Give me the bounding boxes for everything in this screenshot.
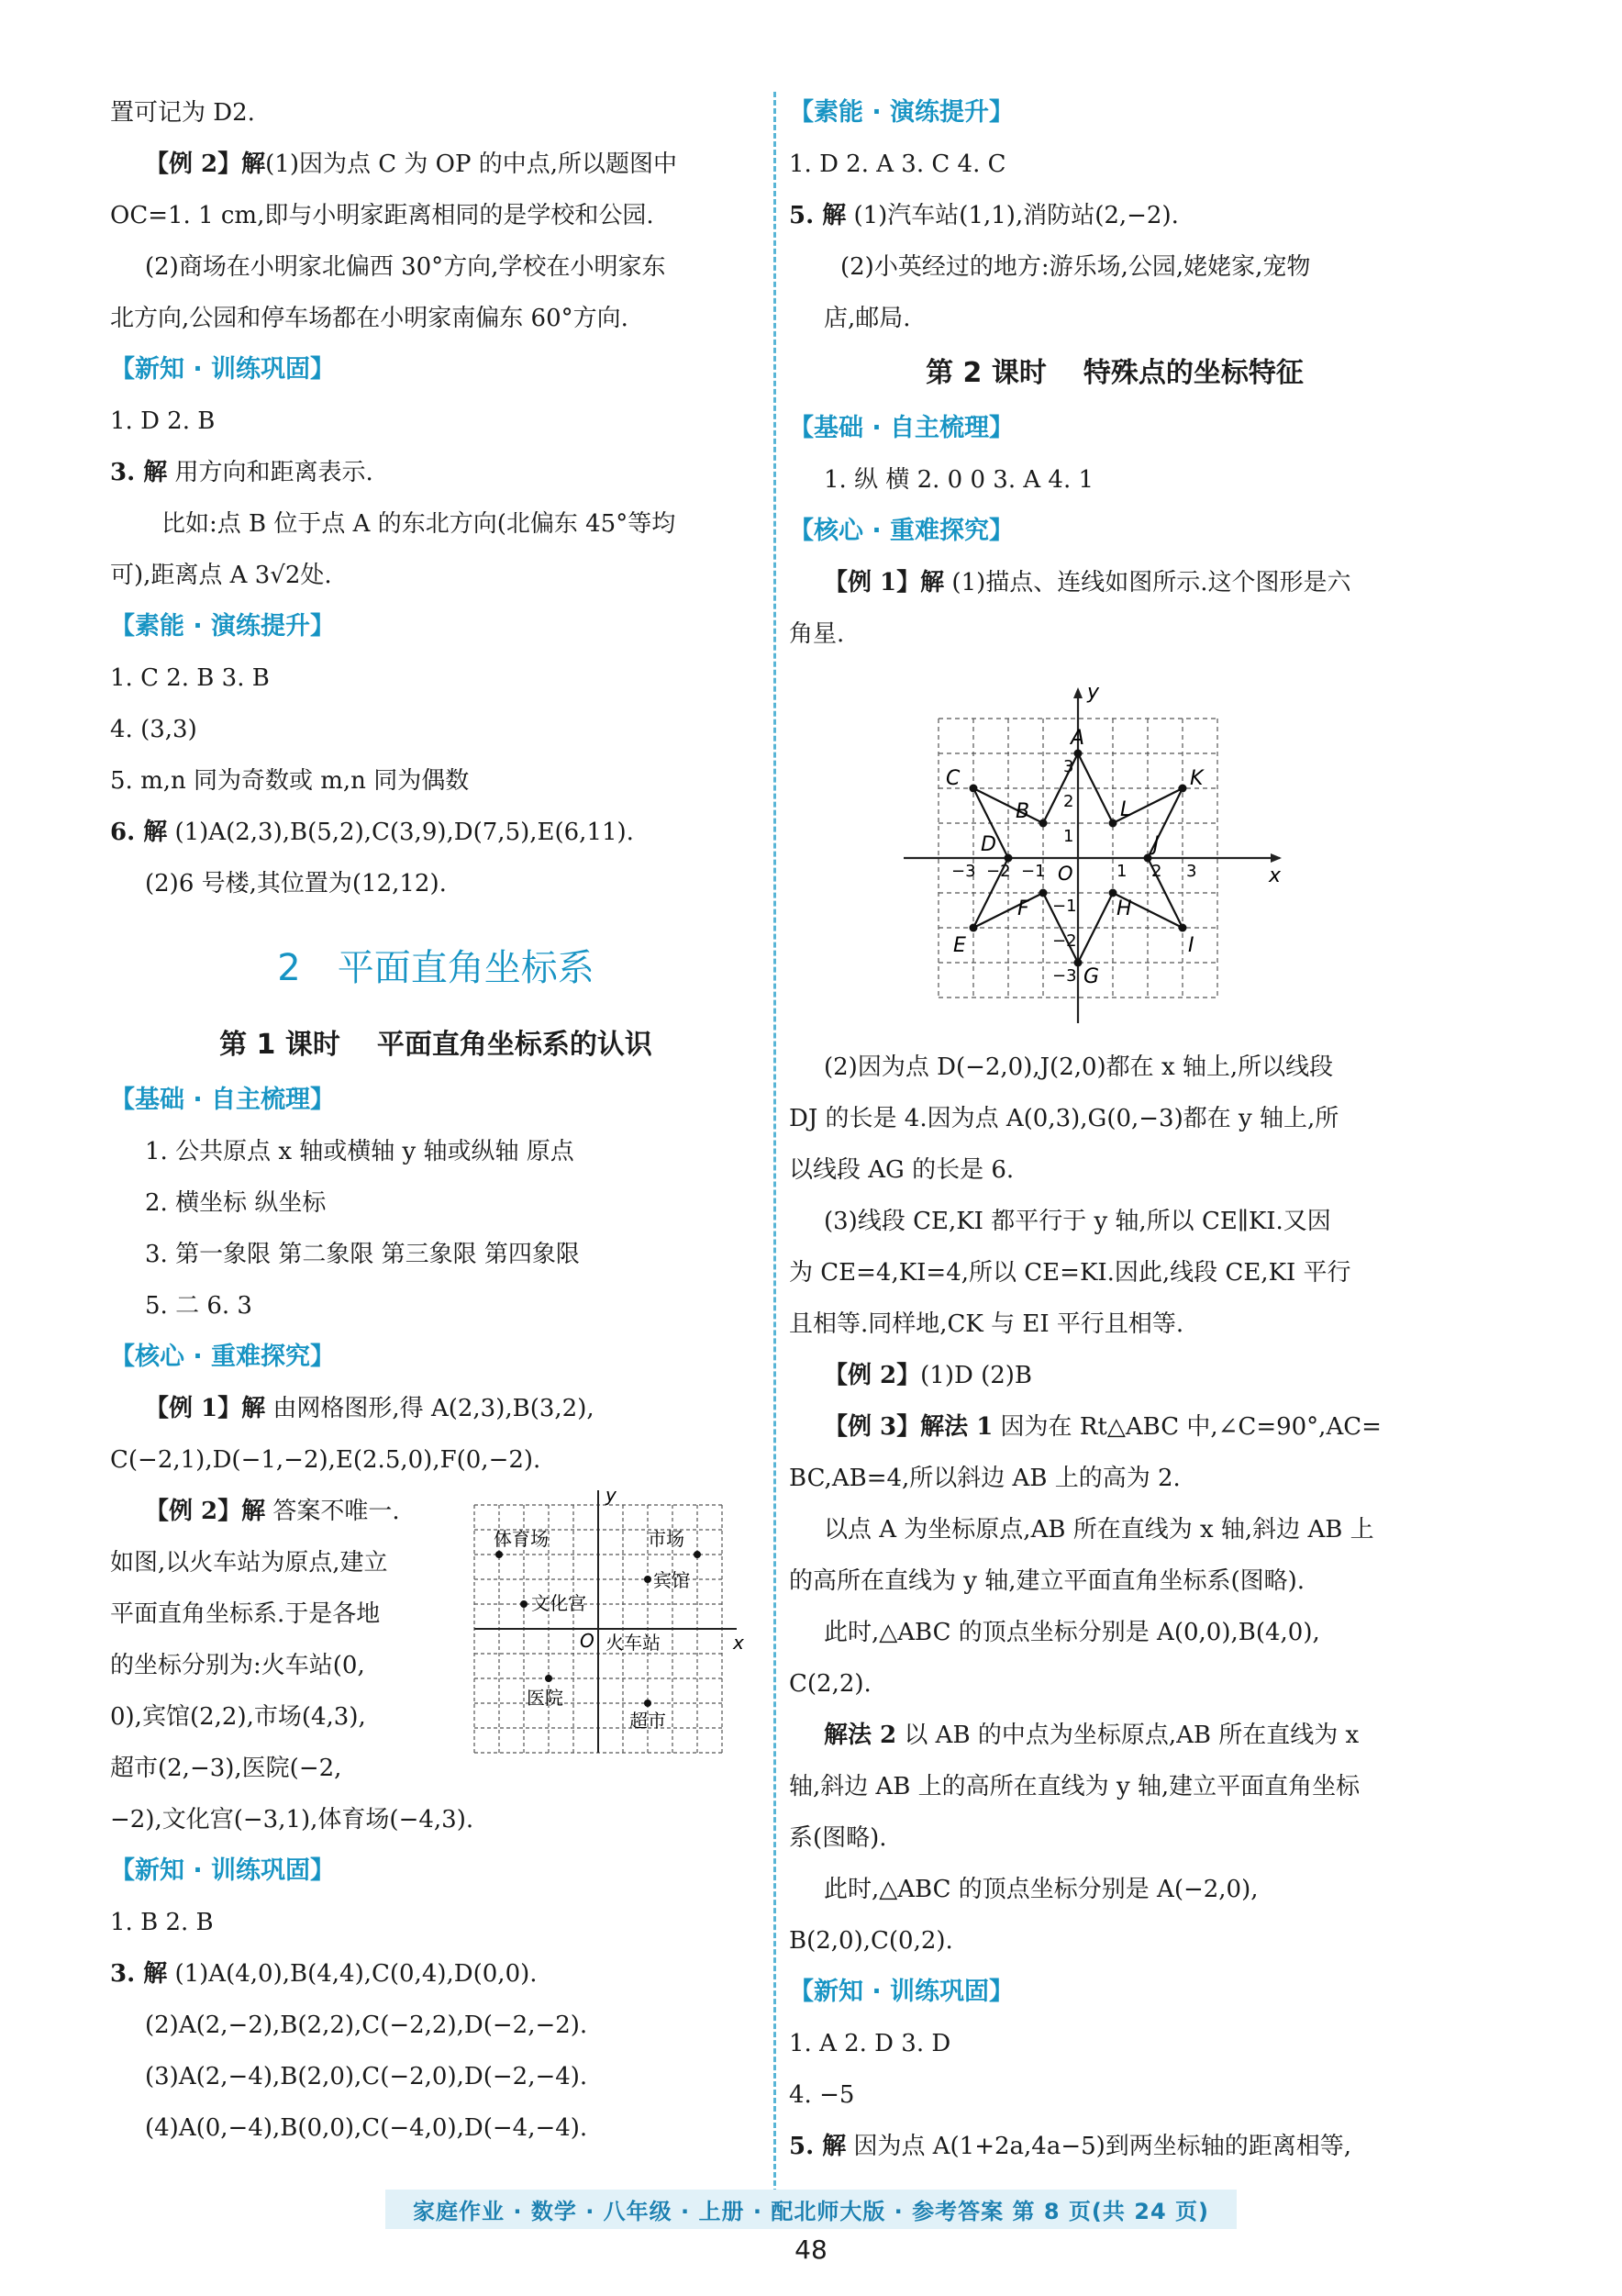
answer-line: 1. D 2. B	[110, 407, 216, 435]
text-line: 的高所在直线为 y 轴,建立平面直角坐标系(图略).	[789, 1567, 1305, 1595]
example-label: 【例 1】解	[824, 569, 945, 596]
text-line: (3)线段 CE,KI 都平行于 y 轴,所以 CE∥KI.又因	[824, 1208, 1331, 1235]
example-3	[789, 1401, 1440, 1453]
x-tick-label: −3	[951, 862, 976, 881]
text-line: 且相等.同样地,CK 与 EI 平行且相等.	[789, 1310, 1184, 1338]
point-label-I: I	[1188, 934, 1194, 957]
hexagram-coordinate-figure	[899, 667, 1303, 1034]
answer-label: 5. 解	[789, 202, 847, 229]
section-heading: 【素能 · 演练提升】	[789, 98, 1015, 127]
example-label: 【例 2】	[824, 1362, 921, 1389]
text-line: 如图,以火车站为原点,建立	[110, 1549, 388, 1577]
point-label-F: F	[1017, 897, 1029, 920]
y-tick-label: 3	[1063, 757, 1074, 776]
text-line: (2)商场在小明家北偏西 30°方向,学校在小明家东	[145, 253, 666, 281]
text-line: 北方向,公园和停车场都在小明家南偏东 60°方向.	[110, 305, 628, 332]
text: 用方向和距离表示.	[167, 459, 373, 486]
point-D	[1005, 854, 1013, 863]
text-line: (2)因为点 D(−2,0),J(2,0)都在 x 轴上,所以线段	[824, 1053, 1334, 1081]
point-label-A: A	[1071, 727, 1085, 750]
answer-label: 5. 解	[789, 2133, 847, 2160]
point-L	[1109, 819, 1117, 828]
text: (1)A(2,3),B(5,2),C(3,9),D(7,5),E(6,11).	[167, 819, 634, 846]
answer-line: 1. B 2. B	[110, 1909, 214, 1936]
answer-line: 5. m,n 同为奇数或 m,n 同为偶数	[110, 767, 470, 795]
point-E	[970, 924, 978, 932]
column-divider	[773, 92, 776, 2202]
point-label-K: K	[1190, 767, 1204, 790]
lesson-name: 特殊点的坐标特征	[1083, 357, 1304, 389]
method-2	[789, 1710, 1440, 1761]
text-line: 为 CE=4,KI=4,所以 CE=KI.因此,线段 CE,KI 平行	[789, 1259, 1351, 1287]
text-line: 此时,△ABC 的顶点坐标分别是 A(−2,0),	[824, 1876, 1259, 1903]
point-label-H: H	[1117, 897, 1132, 920]
answer-line: 3. 第一象限 第二象限 第三象限 第四象限	[145, 1241, 580, 1268]
point-B	[1039, 819, 1048, 828]
text: 因为在 Rt△ABC 中,∠C=90°,AC=	[993, 1413, 1382, 1441]
footer-bar: 家庭作业 · 数学 · 八年级 · 上册 · 配北师大版 · 参考答案 第 8 页(共 24 页)	[385, 2190, 1237, 2229]
example-label: 【例 2】解	[145, 150, 266, 178]
answer-line	[110, 807, 761, 858]
origin-label: O	[1058, 863, 1073, 885]
chapter-name: 平面直角坐标系	[337, 947, 594, 989]
example-2-text	[110, 1486, 440, 1794]
text-line: (3)A(2,−4),B(2,0),C(−2,0),D(−2,−4).	[145, 2063, 588, 2090]
text-line: 置可记为 D2.	[110, 99, 255, 127]
text-line: (2)A(2,−2),B(2,2),C(−2,2),D(−2,−2).	[145, 2012, 588, 2039]
answer-line	[789, 190, 1440, 241]
right-column	[789, 87, 1440, 2172]
text-line: 以点 A 为坐标原点,AB 所在直线为 x 轴,斜边 AB 上	[824, 1516, 1374, 1544]
x-axis-arrow	[1271, 853, 1282, 863]
text-line: (4)A(0,−4),B(0,0),C(−4,0),D(−4,−4).	[145, 2114, 588, 2142]
point-hospital	[545, 1675, 552, 1682]
point-K	[1179, 785, 1187, 793]
point-label-G: G	[1083, 965, 1100, 988]
example-label: 【例 1】解	[145, 1395, 266, 1422]
text-line: B(2,0),C(0,2).	[789, 1927, 953, 1955]
answer-label: 3. 解	[110, 1960, 168, 1988]
method-label: 解法 2	[824, 1722, 897, 1749]
x-tick-label: 1	[1117, 862, 1128, 881]
text-line: BC,AB=4,所以斜边 AB 上的高为 2.	[789, 1465, 1181, 1492]
example-2	[789, 1350, 1440, 1401]
point-label-B: B	[1016, 800, 1030, 823]
section-heading: 【新知 · 训练巩固】	[110, 355, 336, 384]
y-tick-label: 2	[1063, 792, 1074, 811]
x-tick-label: 2	[1151, 862, 1162, 881]
answer-line: 1. A 2. D 3. D	[789, 2030, 951, 2057]
text-line: 平面直角坐标系.于是各地	[110, 1600, 381, 1628]
point-G	[1074, 959, 1083, 967]
y-axis-arrow	[1073, 687, 1083, 698]
point-F	[1039, 889, 1048, 897]
culture-label: 文化宫	[531, 1592, 586, 1614]
point-label-J: J	[1153, 833, 1160, 856]
coordinate-map-figure	[459, 1480, 752, 1755]
page-number: 48	[794, 2235, 828, 2265]
section-heading: 【素能 · 演练提升】	[110, 612, 336, 641]
text-line: C(2,2).	[789, 1670, 872, 1698]
example-1	[789, 557, 1440, 608]
text-line: 比如:点 B 位于点 A 的东北方向(北偏东 45°等均	[161, 510, 676, 538]
text: 答案不唯一.	[265, 1498, 400, 1525]
section-heading: 【新知 · 训练巩固】	[110, 1856, 336, 1885]
text-line: DJ 的长是 4.因为点 A(0,3),G(0,−3)都在 y 轴上,所	[789, 1105, 1339, 1132]
text-line: 系(图略).	[789, 1824, 887, 1852]
answer-label: 3. 解	[110, 459, 168, 486]
answer-line: 5. 二 6. 3	[145, 1292, 252, 1320]
origin-label: O	[580, 1630, 594, 1652]
x-axis-label: x	[1269, 864, 1282, 887]
answer-line	[110, 1948, 761, 2000]
chapter-number: 2	[277, 947, 301, 989]
x-tick-label: −2	[986, 862, 1011, 881]
text: 由网格图形,得 A(2,3),B(3,2),	[265, 1395, 594, 1422]
answer-line: 1. 公共原点 x 轴或横轴 y 轴或纵轴 原点	[145, 1138, 574, 1165]
point-I	[1179, 924, 1187, 932]
x-axis-label: x	[733, 1632, 744, 1654]
text-line: 可),距离点 A 3√2处.	[110, 562, 332, 589]
y-tick-label: −1	[1052, 897, 1077, 916]
text-line: 轴,斜边 AB 上的高所在直线为 y 轴,建立平面直角坐标	[789, 1773, 1361, 1800]
section-heading: 【基础 · 自主梳理】	[789, 414, 1015, 442]
text: (1)描点、连线如图所示.这个图形是六	[944, 569, 1351, 596]
example-line	[110, 1486, 440, 1537]
point-supermarket	[644, 1700, 651, 1707]
text-line: 角星.	[789, 620, 845, 648]
text-line: −2),文化宫(−3,1),体育场(−4,3).	[110, 1806, 474, 1833]
text-line: 店,邮局.	[824, 305, 911, 332]
answer-line: 1. D 2. A 3. C 4. C	[789, 150, 1006, 178]
lesson-number: 第 2 课时	[926, 357, 1047, 389]
answer-line: 4. −5	[789, 2081, 855, 2109]
text: (1)汽车站(1,1),消防站(2,−2).	[846, 202, 1179, 229]
text: 因为点 A(1+2a,4a−5)到两坐标轴的距离相等,	[846, 2133, 1352, 2160]
answer-line: 1. C 2. B 3. B	[110, 664, 270, 692]
left-column	[110, 87, 761, 2154]
text-line: 此时,△ABC 的顶点坐标分别是 A(0,0),B(4,0),	[824, 1619, 1320, 1646]
hospital-label: 医院	[527, 1687, 563, 1709]
lesson-title	[110, 1016, 761, 1075]
answer-line	[110, 447, 761, 498]
section-heading: 【核心 · 重难探究】	[789, 517, 1015, 545]
text: (1)A(4,0),B(4,4),C(0,4),D(0,0).	[167, 1960, 538, 1988]
point-hotel	[644, 1576, 651, 1583]
lesson-name: 平面直角坐标系的认识	[376, 1029, 652, 1061]
point-label-L: L	[1120, 798, 1132, 821]
example-1	[110, 1383, 761, 1434]
point-A	[1074, 750, 1083, 758]
y-axis-label: y	[1087, 681, 1100, 704]
x-tick-label: −1	[1021, 862, 1046, 881]
x-tick-label: 3	[1186, 862, 1197, 881]
text-line: 0),宾馆(2,2),市场(4,3),	[110, 1703, 366, 1731]
point-market	[694, 1551, 701, 1558]
text-line: 以线段 AG 的长是 6.	[789, 1156, 1015, 1184]
example-2	[110, 139, 761, 190]
point-label-C: C	[946, 767, 961, 790]
y-tick-label: −2	[1052, 931, 1077, 951]
answer-line	[789, 2121, 1440, 2172]
text-line: 的坐标分别为:火车站(0,	[110, 1652, 365, 1679]
point-stadium	[495, 1551, 503, 1558]
y-axis-label: y	[605, 1484, 617, 1506]
y-tick-label: 1	[1063, 827, 1074, 846]
chapter-title	[110, 924, 761, 1012]
text: (1)因为点 C 为 OP 的中点,所以题图中	[265, 150, 678, 178]
section-heading: 【基础 · 自主梳理】	[110, 1086, 336, 1114]
point-label-E: E	[953, 934, 966, 957]
y-tick-label: −3	[1052, 966, 1077, 986]
market-label: 市场	[648, 1528, 684, 1550]
example-label: 【例 3】解法 1	[824, 1413, 994, 1441]
text-line: OC=1. 1 cm,即与小明家距离相同的是学校和公园.	[110, 202, 654, 229]
lesson-title	[789, 344, 1440, 403]
point-culture	[520, 1600, 528, 1608]
point-J	[1144, 854, 1152, 863]
point-C	[970, 785, 978, 793]
text-line: C(−2,1),D(−1,−2),E(2.5,0),F(0,−2).	[110, 1446, 541, 1474]
point-H	[1109, 889, 1117, 897]
lesson-number: 第 1 课时	[219, 1029, 340, 1061]
example-label: 【例 2】解	[145, 1498, 266, 1525]
text: (1)D (2)B	[920, 1362, 1033, 1389]
answer-line: 4. (3,3)	[110, 716, 197, 743]
answer-line: 1. 纵 横 2. 0 0 3. A 4. 1	[824, 466, 1094, 494]
section-heading: 【新知 · 训练巩固】	[789, 1978, 1015, 2006]
stadium-label: 体育场	[494, 1528, 549, 1550]
text: 以 AB 的中点为坐标原点,AB 所在直线为 x	[896, 1722, 1360, 1749]
supermarket-label: 超市	[629, 1710, 666, 1732]
section-heading: 【核心 · 重难探究】	[110, 1343, 336, 1371]
page-footer	[0, 2190, 1622, 2265]
text-line: 超市(2,−3),医院(−2,	[110, 1755, 342, 1782]
text-line: (2)6 号楼,其位置为(12,12).	[145, 870, 447, 897]
answer-line: 2. 横坐标 纵坐标	[145, 1189, 327, 1217]
station-label: 火车站	[605, 1632, 661, 1654]
hotel-label: 宾馆	[653, 1569, 690, 1591]
point-label-D: D	[981, 833, 996, 856]
answer-label: 6. 解	[110, 819, 168, 846]
text-line: (2)小英经过的地方:游乐场,公园,姥姥家,宠物	[840, 253, 1311, 281]
